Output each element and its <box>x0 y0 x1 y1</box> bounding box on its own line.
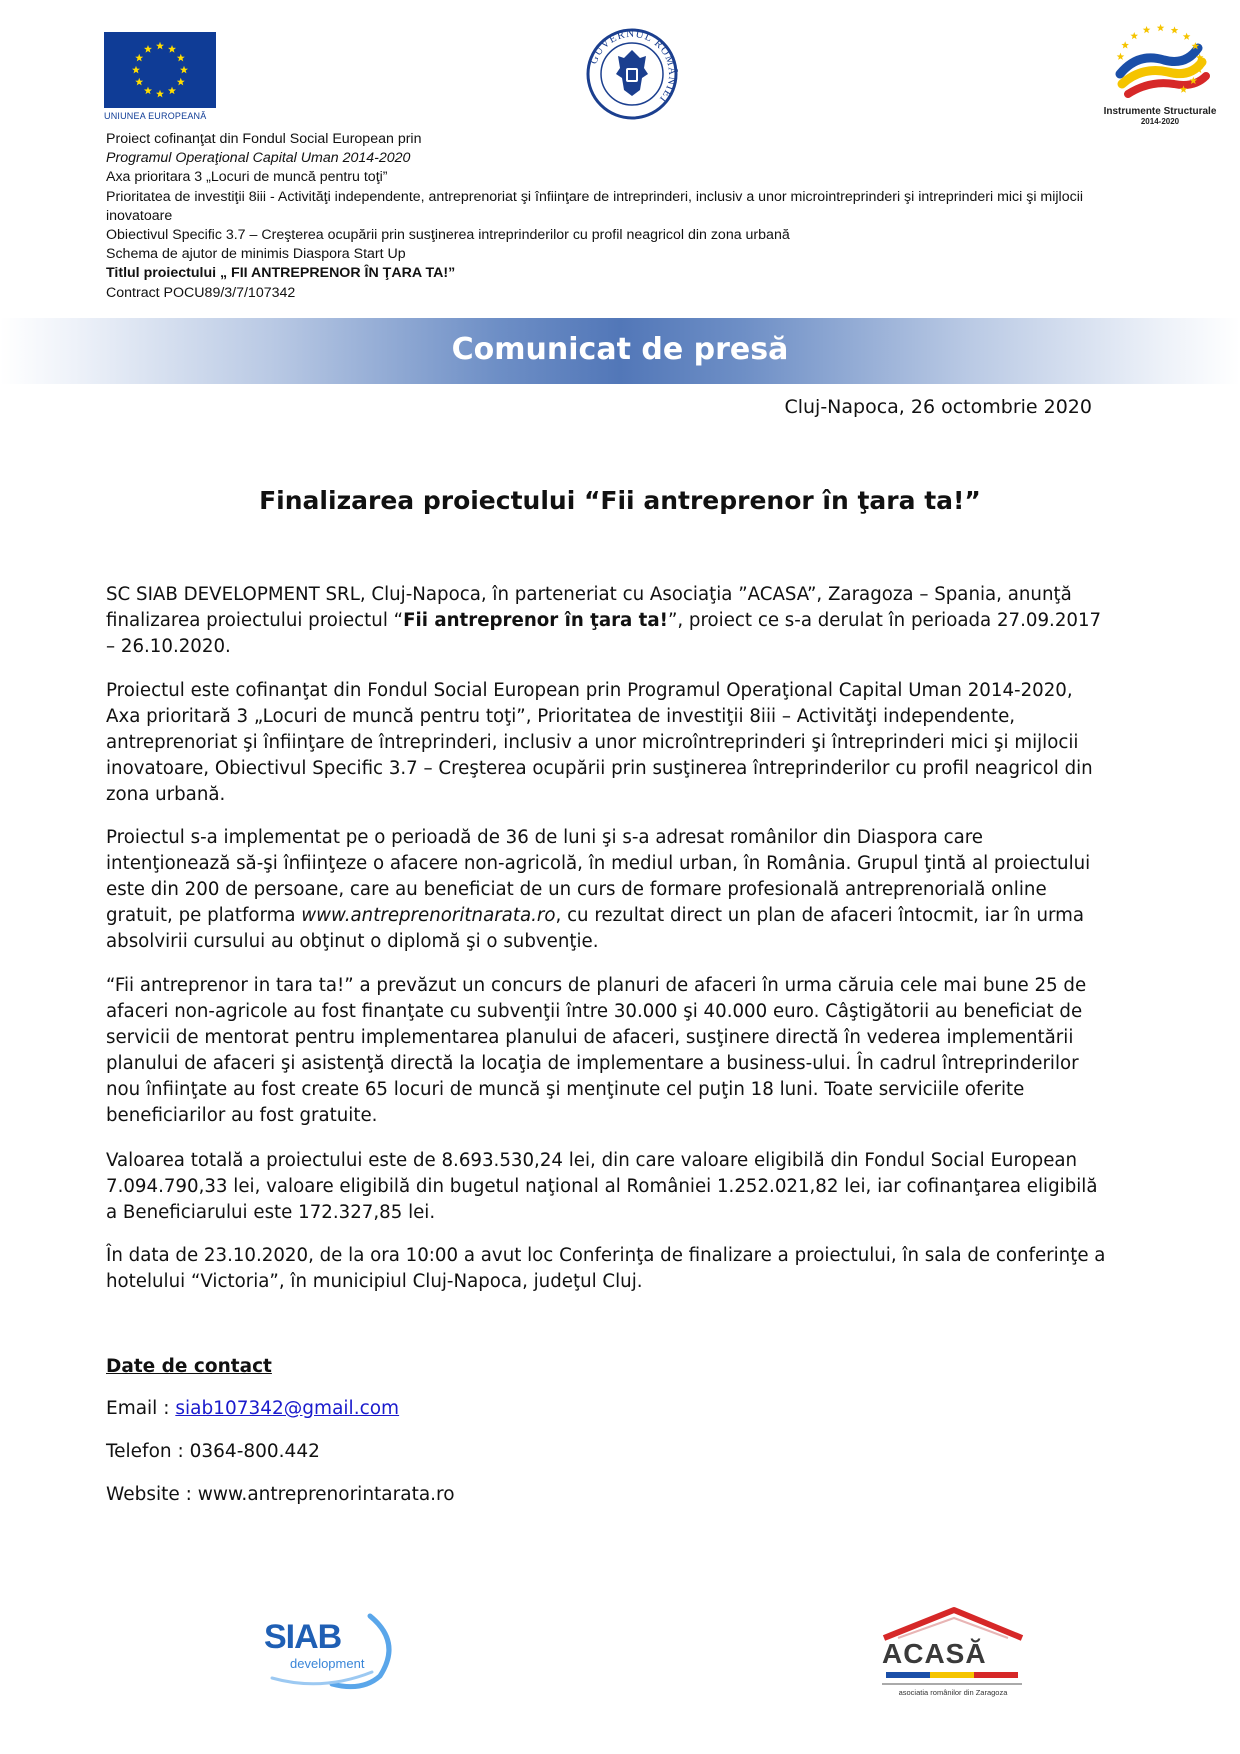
eu-label: UNIUNEA EUROPEANĂ <box>104 111 207 121</box>
roof-icon <box>884 1610 1022 1638</box>
headline: Finalizarea proiectului “Fii antreprenor în ţara ta!” <box>259 486 981 515</box>
project-info-line: Programul Operaţional Capital Uman 2014-2020 <box>106 150 411 167</box>
project-info-line: Proiect cofinanţat din Fondul Social European prin <box>106 131 422 147</box>
structural-instruments-years: 2014-2020 <box>1140 117 1180 126</box>
project-title-line: Titlul proiectului „ FII ANTREPRENOR ÎN ŢARA TA!” <box>106 265 456 282</box>
siab-name: SIAB <box>264 1618 342 1656</box>
eu-star-icon <box>156 90 164 98</box>
eu-flag-icon <box>104 32 216 108</box>
date-line: Cluj-Napoca, 26 octombrie 2020 <box>784 396 1092 418</box>
eu-star-icon <box>168 45 176 53</box>
paragraph: Valoarea totală a proiectului este de 8.693.530,24 lei, din care valoare eligibilă din Fondul Social European 7.094.790,33 lei, valoare eligibilă din bugetul naţional al României 1.252.021,82 lei, iar cofinanţarea eligibilă a Beneficiarului este 172.327,85 lei. <box>106 1150 1098 1223</box>
contact-website: Website : www.antreprenorintarata.ro <box>106 1484 455 1505</box>
structural-star-icon <box>1183 33 1191 40</box>
eu-star-icon <box>132 66 140 74</box>
eu-star-icon <box>177 78 185 86</box>
structural-star-icon <box>1171 26 1179 33</box>
eu-star-icon <box>177 54 185 62</box>
acasa-sub: asociatia românilor din Zaragoza <box>898 1688 1008 1697</box>
structural-star-icon <box>1121 41 1129 48</box>
contract-line: Contract POCU89/3/7/107342 <box>106 284 296 301</box>
project-info-line: Prioritatea de investiţii 8iii - Activităţi independente, antreprenoriat şi înfiinţare de intreprinderi, inclusiv a unor microintreprinderi şi intreprinderi mici şi mijlocii inovatoare <box>106 188 1083 224</box>
project-name: Fii antreprenor în ţara ta! <box>403 610 668 631</box>
project-info-line: Axa prioritara 3 „Locuri de muncă pentru toţi” <box>106 169 388 186</box>
eu-star-icon <box>156 42 164 50</box>
acasa-logo <box>876 1604 1026 1704</box>
romanian-government-logo <box>586 28 678 120</box>
paragraph: “Fii antreprenor in tara ta!” a prevăzut un concurs de planuri de afaceri în urma căruia cele mai bune 25 de afaceri non-agricole au fost finanţate cu subvenţii între 30.000 şi 40.000 euro. Câştigătorii au beneficiat de servicii de mentorat pentru implementarea planului de afaceri, susţinere directă în vederea implementării planului de afaceri şi asistenţă directă la locaţia de implementare a business-ului. În cadrul întreprinderilor nou înfiinţate au fost create 65 locuri de muncă şi menţinute cel puţin 18 luni. Toate serviciile oferite beneficiarilor au fost gratuite. <box>106 975 1087 1126</box>
contact-heading: Date de contact <box>106 1356 272 1377</box>
paragraph: Proiectul este cofinanţat din Fondul Social European prin Programul Operaţional Capital Uman 2014-2020, Axa prioritară 3 „Locuri de muncă pentru toţi”, Prioritatea de investiţii 8iii – Activităţi independente, antreprenoriat şi înfiinţare de întreprinderi, inclusiv a unor microîntreprinderi şi întreprinderi mici şi mijlocii inovatoare, Obiectivul Specific 3.7 – Creşterea ocupării prin susţinerea întreprinderilor cu profil neagricol din zona urbană. <box>106 680 1093 805</box>
press-release-banner <box>0 318 1240 384</box>
eu-logo <box>104 32 218 124</box>
siab-logo <box>262 1612 400 1690</box>
contact-email: Email : siab107342@gmail.com <box>106 1398 400 1419</box>
platform-url: www.antreprenoritnarata.ro <box>301 905 556 926</box>
project-info-line: Obiectivul Specific 3.7 – Creşterea ocupării prin susţinerea intreprinderilor cu profil neagricol din zona urbană <box>106 227 790 244</box>
acasa-name: ACASĂ <box>882 1638 987 1669</box>
eu-star-icon <box>135 78 143 86</box>
paragraph: Proiectul s-a implementat pe o perioadă de 36 de luni şi s-a adresat românilor din Diaspora care intenţionează să-şi înfiinţeze o afacere non-agricolă, în mediul urban, în România. Grupul ţintă al proiectului este din 200 de persoane, care au beneficiat de un curs de formare profesională antreprenorială online gratuit, pe platforma www.antreprenoritnarata.ro, cu rezultat direct un plan de afaceri întocmit, iar în urma absolvirii cursului au obţinut o diplomă şi o subvenţie. <box>106 827 1091 952</box>
structural-star-icon <box>1143 26 1151 33</box>
eu-star-icon <box>168 87 176 95</box>
project-info <box>106 130 1106 303</box>
structural-star-icon <box>1117 53 1125 60</box>
gov-ring-text: GUVERNUL ROMÂNIEI <box>587 28 678 106</box>
structural-star-icon <box>1157 24 1165 31</box>
paragraph: În data de 23.10.2020, de la ora 10:00 a avut loc Conferinţa de finalizare a proiectului, în sala de conferinţe a hotelului “Victoria”, în municipiul Cluj-Napoca, judeţul Cluj. <box>106 1245 1106 1292</box>
email-link[interactable]: siab107342@gmail.com <box>175 1398 400 1419</box>
contact-phone: Telefon : 0364-800.442 <box>106 1441 320 1462</box>
paragraph: SC SIAB DEVELOPMENT SRL, Cluj-Napoca, în parteneriat cu Asociaţia ”ACASA”, Zaragoza – Spania, anunţă finalizarea proiectului proiectul “Fii antreprenor în ţara ta!”, proiect ce s-a derulat în perioada 27.09.2017 – 26.10.2020. <box>106 584 1102 657</box>
siab-sub: development <box>290 1656 365 1671</box>
eu-star-icon <box>135 54 143 62</box>
project-info-line: Schema de ajutor de minimis Diaspora Start Up <box>106 246 406 263</box>
structural-star-icon <box>1130 32 1138 39</box>
eu-star-icon <box>144 45 152 53</box>
eu-star-icon <box>144 87 152 95</box>
structural-instruments-logo <box>1098 22 1222 134</box>
eu-star-icon <box>180 66 188 74</box>
structural-instruments-label: Instrumente Structurale <box>1103 106 1217 117</box>
banner-title: Comunicat de presă <box>451 332 789 367</box>
